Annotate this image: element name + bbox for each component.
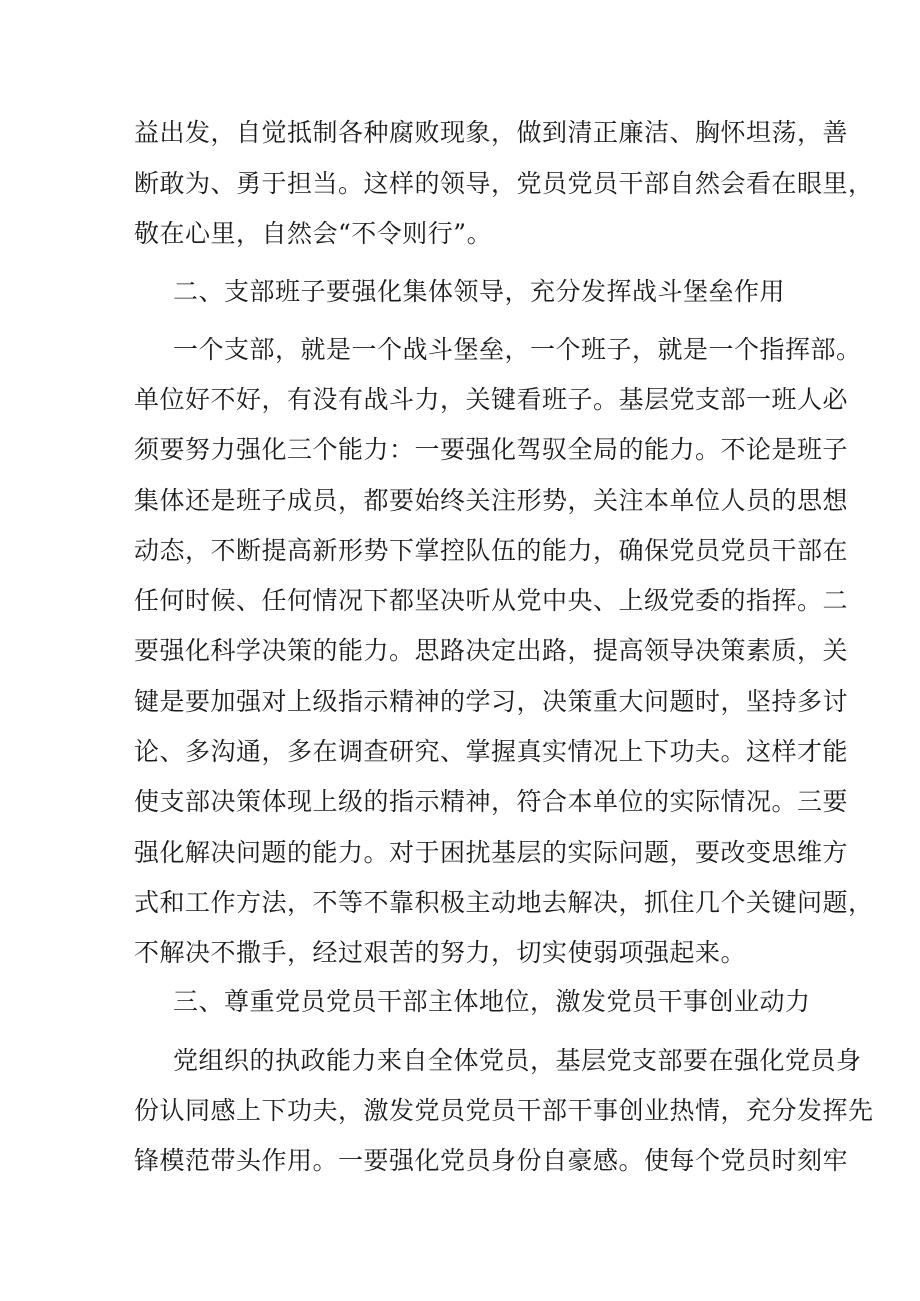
text-line: 益出发，自觉抵制各种腐败现象，做到清正廉洁、胸怀坦荡，善 [134,118,849,147]
text-line: 党组织的执政能力来自全体党员，基层党支部要在强化党员身 [173,1046,862,1075]
text-line: 断敢为、勇于担当。这样的领导，党员党员干部自然会看在眼里， [134,169,874,198]
text-line: 使支部决策体现上级的指示精神，符合本单位的实际情况。三要 [134,787,849,816]
section-heading: 二、支部班子要强化集体领导，充分发挥战斗堡垒作用 [173,277,786,306]
text-line: 要强化科学决策的能力。思路决定出路，提高领导决策素质，关 [134,636,849,665]
text-line: 任何时候、任何情况下都坚决听从党中央、上级党委的指挥。二 [134,586,849,615]
section-heading: 三、尊重党员党员干部主体地位，激发党员干事创业动力 [173,987,811,1016]
text-line: 式和工作方法，不等不靠积极主动地去解决，抓住几个关键问题， [134,888,874,917]
text-line: 敬在心里，自然会“不令则行”。 [134,219,493,248]
text-line: 键是要加强对上级指示精神的学习，决策重大问题时，坚持多讨 [134,687,849,716]
text-line: 集体还是班子成员，都要始终关注形势，关注本单位人员的思想 [134,486,849,515]
text-line: 一个支部，就是一个战斗堡垒，一个班子，就是一个指挥部。 [173,335,862,364]
text-line: 单位好不好，有没有战斗力，关键看班子。基层党支部一班人必 [134,385,849,414]
text-line: 强化解决问题的能力。对于困扰基层的实际问题，要改变思维方 [134,838,849,867]
text-line: 须要努力强化三个能力：一要强化驾驭全局的能力。不论是班子 [134,435,849,464]
text-line: 锋模范带头作用。一要强化党员身份自豪感。使每个党员时刻牢 [134,1146,849,1175]
text-line: 不解决不撒手，经过艰苦的努力，切实使弱项强起来。 [134,938,747,967]
text-line: 份认同感上下功夫，激发党员党员干部干事创业热情，充分发挥先 [134,1096,874,1125]
text-line: 动态，不断提高新形势下掌控队伍的能力，确保党员党员干部在 [134,536,849,565]
text-line: 论、多沟通，多在调查研究、掌握真实情况上下功夫。这样才能 [134,737,849,766]
